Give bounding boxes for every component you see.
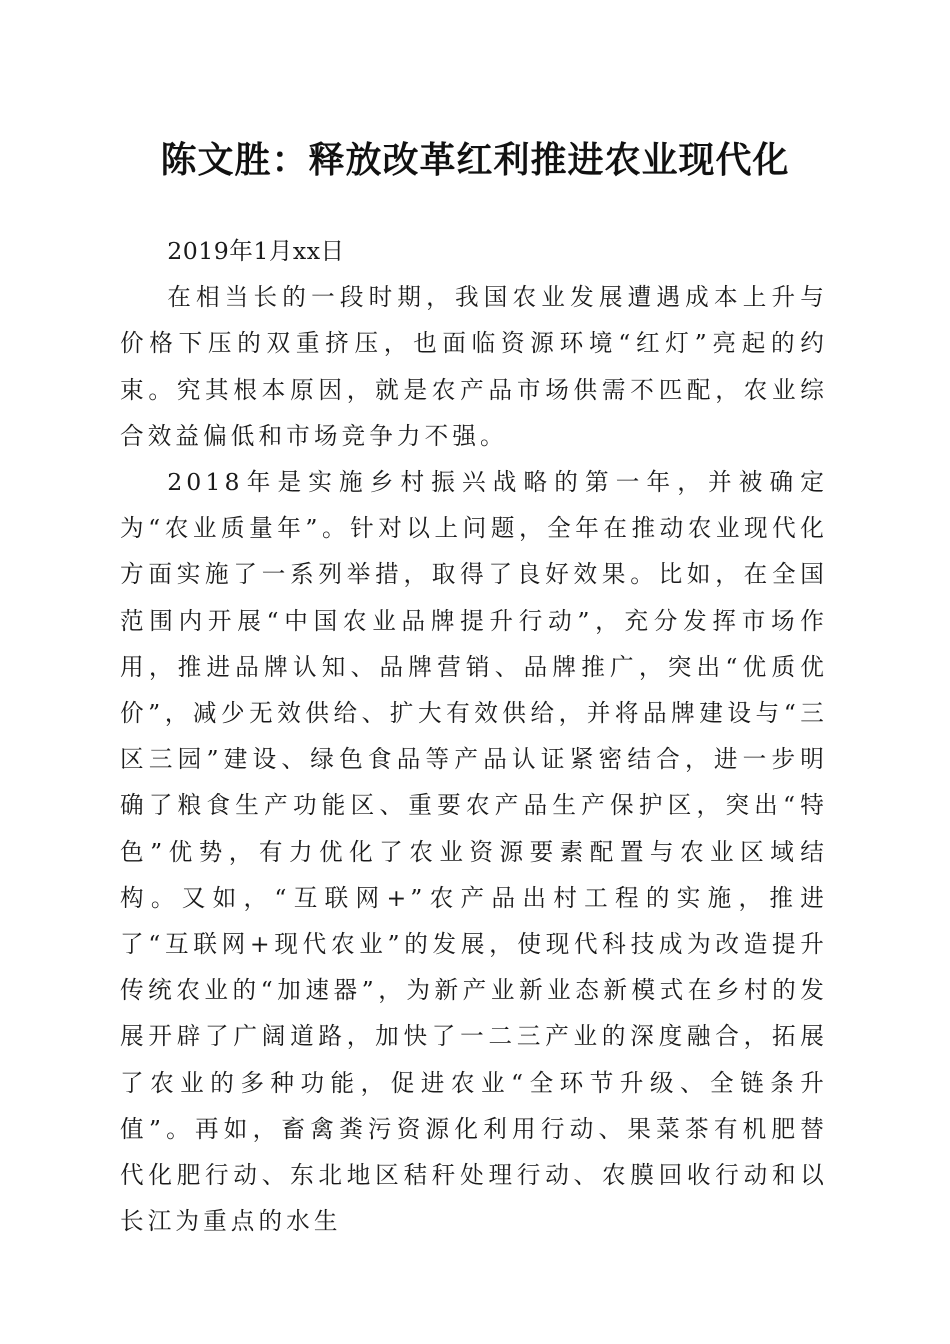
document-date: 2019年1月xx日	[167, 237, 345, 265]
document-body	[120, 228, 828, 1244]
document-title: 陈文胜：释放改革红利推进农业现代化	[160, 139, 790, 181]
paragraph-1: 在相当长的一段时期，我国农业发展遭遇成本上升与价格下压的双重挤压，也面临资源环境“红灯”亮起的约束。究其根本原因，就是农产品市场供需不匹配，农业综合效益偏低和市场竞争力不强。	[120, 283, 828, 450]
paragraph-2: 2018年是实施乡村振兴战略的第一年，并被确定为“农业质量年”。针对以上问题，全年在推动农业现代化方面实施了一系列举措，取得了良好效果。比如，在全国范围内开展“中国农业品牌提升行动”，充分发挥市场作用，推进品牌认知、品牌营销、品牌推广，突出“优质优价”，减少无效供给、扩大有效供给，并将品牌建设与“三区三园”建设、绿色食品等产品认证紧密结合，进一步明确了粮食生产功能区、重要农产品生产保护区，突出“特色”优势，有力优化了农业资源要素配置与农业区域结构。又如，“互联网+”农产品出村工程的实施，推进了“互联网+现代农业”的发展，使现代科技成为改造提升传统农业的“加速器”，为新产业新业态新模式在乡村的发展开辟了广阔道路，加快了一二三产业的深度融合，拓展了农业的多种功能，促进农业“全环节升级、全链条升值”。再如，畜禽粪污资源化利用行动、果菜茶有机肥替代化肥行动、东北地区秸秆处理行动、农膜回收行动和以长江为重点的水生	[120, 468, 828, 1236]
